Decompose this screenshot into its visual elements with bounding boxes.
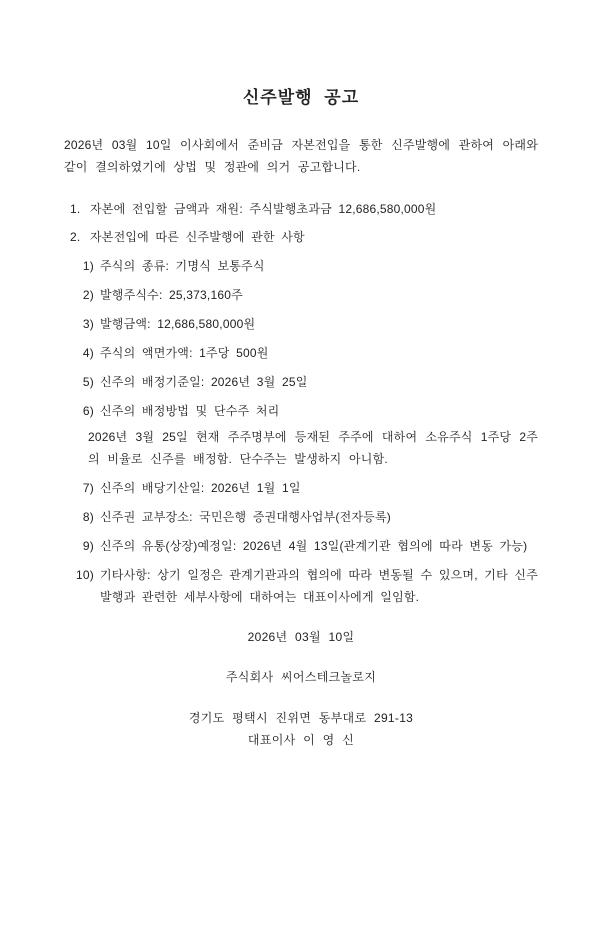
sub-item-number: 7)	[82, 481, 94, 495]
page-title: 신주발행 공고	[242, 88, 360, 107]
sub-item-number: 6)	[82, 404, 94, 418]
sub-item-4	[64, 342, 538, 364]
sub-item-text: 신주의 배정기준일: 2026년 3월 25일	[100, 375, 308, 389]
sub-item-1	[64, 255, 538, 277]
main-item-1	[70, 198, 538, 220]
sub-item-text: 주식의 액면가액: 1주당 500원	[100, 346, 269, 360]
sub-item-7	[64, 477, 538, 499]
sub-item-text: 신주의 유통(상장)예정일: 2026년 4월 13일(관계기관 협의에 따라 변동 가능)	[100, 539, 528, 553]
sub-item-number: 2)	[82, 288, 94, 302]
sub-item-3	[64, 313, 538, 335]
intro-paragraph: 2026년 03월 10일 이사회에서 준비금 자본전입을 통한 신주발행에 관하여 아래와 같이 결의하였기에 상법 및 정관에 의거 공고합니다.	[64, 138, 538, 174]
sub-item-number: 1)	[82, 259, 94, 273]
sub-item-text: 신주권 교부장소: 국민은행 증권대행사업부(전자등록)	[100, 510, 391, 524]
sub-item-number: 3)	[82, 317, 94, 331]
footer-company-name: 주식회사 씨어스테크놀로지	[225, 670, 377, 684]
main-item-text: 자본전입에 따른 신주발행에 관한 사항	[90, 230, 305, 244]
sub-item-text: 신주의 배정방법 및 단수주 처리	[100, 404, 280, 418]
footer-ceo-name: 대표이사 이 영 신	[247, 733, 355, 747]
allotment-note-paragraph: 2026년 3월 25일 현재 주주명부에 등재된 주주에 대하여 소유주식 1주당 2주의 비율로 신주를 배정함. 단수주는 발생하지 아니함.	[88, 430, 538, 466]
sub-item-number: 8)	[82, 510, 94, 524]
sub-item-10	[64, 564, 538, 608]
footer-date: 2026년 03월 10일	[247, 630, 355, 644]
sub-item-number: 9)	[82, 539, 94, 553]
sub-item-text: 발행금액: 12,686,580,000원	[100, 317, 256, 331]
main-item-2	[70, 226, 538, 248]
main-item-text: 자본에 전입할 금액과 재원: 주식발행초과금 12,686,580,000원	[90, 202, 437, 216]
sub-item-text: 주식의 종류: 기명식 보통주식	[100, 259, 265, 273]
sub-item-number: 5)	[82, 375, 94, 389]
sub-item-text: 기타사항: 상기 일정은 관계기관과의 협의에 따라 변동될 수 있으며, 기타 신주 발행과 관련한 세부사항에 대하여는 대표이사에게 일임함.	[100, 568, 538, 604]
sub-item-2	[64, 284, 538, 306]
document-page	[0, 86, 600, 934]
sub-item-6	[64, 400, 538, 422]
main-item-number: 2.	[70, 230, 81, 244]
sub-item-9	[64, 535, 538, 557]
sub-item-text: 신주의 배당기산일: 2026년 1월 1일	[100, 481, 301, 495]
sub-item-text: 발행주식수: 25,373,160주	[100, 288, 243, 302]
sub-item-number: 10)	[76, 568, 94, 582]
footer-company-address: 경기도 평택시 진위면 동부대로 291-13	[188, 711, 414, 725]
sub-item-number: 4)	[82, 346, 94, 360]
sub-item-list	[64, 255, 538, 608]
sub-item-5	[64, 371, 538, 393]
main-item-number: 1.	[70, 202, 81, 216]
sub-item-8	[64, 506, 538, 528]
